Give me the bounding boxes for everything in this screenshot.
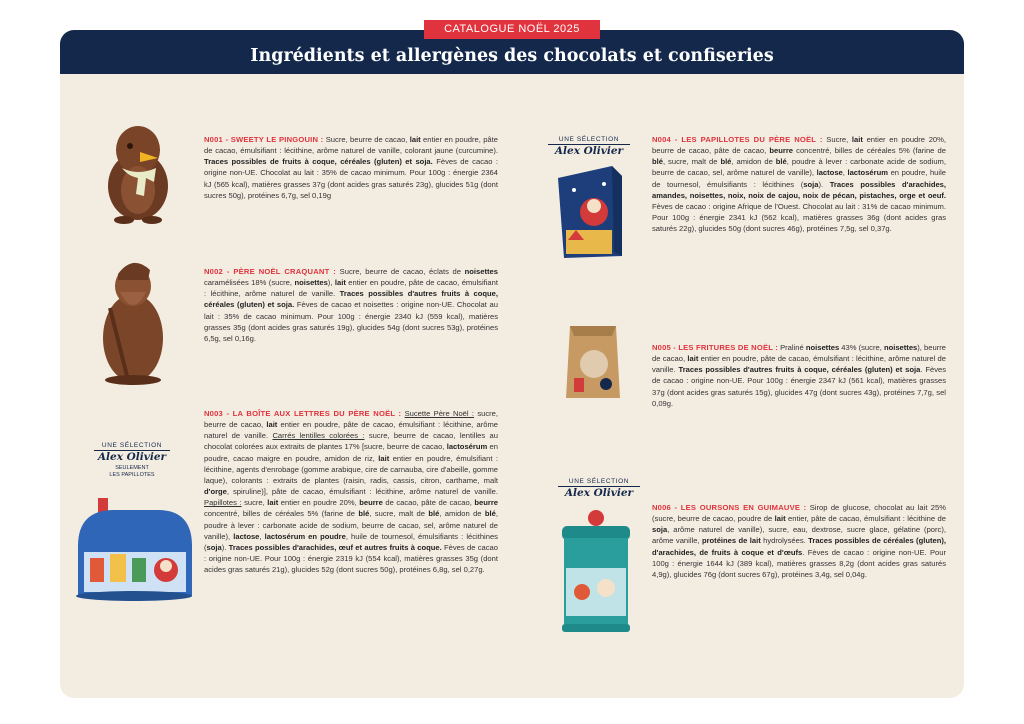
description-text: Sucre, beurre de cacao, [323, 135, 410, 144]
product-name: N003 - LA BOÎTE AUX LETTRES DU PÈRE NOËL : [204, 409, 402, 418]
allergen-text: soja [206, 542, 222, 552]
product-n004 [652, 134, 946, 234]
allergen-text: lait [687, 354, 699, 364]
allergen-text: blé [652, 157, 663, 167]
guimauve-tin-image [556, 508, 636, 636]
allergen-text: lactosérum [847, 168, 888, 178]
allergen-text: d'orge [204, 487, 227, 497]
allergen-text: noisettes [294, 278, 328, 288]
description-text: Papillotes : [204, 498, 242, 508]
description-text: entier en poudre, pâte de cacao, émulsifiant : lécithine, arôme naturel de vanille, colorant jaune (curcumine). [204, 135, 498, 156]
allergen-text: noisettes [883, 343, 918, 352]
description-text: , huile de tournesol, émulsifiants : lécithines ( [204, 531, 498, 552]
description-text: , arôme naturel de vanille), sucre, eau, dextrose, sucre glace, gélatine (porc), arôme vanille, [652, 525, 946, 546]
description-text: sucre, beurre de cacao, lentilles au chocolat colorées aux extraits de plantes 17% [sucre, beurre de cacao, [204, 431, 498, 452]
description-text: ), beurre de cacao, [652, 343, 946, 364]
allergen-text: soja [652, 525, 668, 535]
description-text: Praliné [777, 343, 806, 352]
description-text: en poudre, cacao maigre en poudre, amidon de riz, [204, 442, 498, 463]
allergen-text: Traces possibles de céréales (gluten), d'arachides, de fruits à coque et d'œufs [652, 536, 946, 557]
catalogue-tag: CATALOGUE NOËL 2025 [424, 20, 600, 39]
description-text: , amidon de [439, 509, 485, 519]
allergen-text: lait [409, 135, 421, 144]
description-text: concentré, billes de céréales 5% (farine de [204, 509, 359, 519]
product-n003 [204, 408, 498, 575]
product-name: N006 - LES OURSONS EN GUIMAUVE : [652, 503, 807, 512]
description-text: Carrés lentilles colorées : [272, 431, 365, 441]
description-text: Fèves de cacao : origine non-UE. Chocolat au lait : 35% de cacao minimum. Pour 100g : énergie 2364 kJ (565 kcal), matières grasses 37g (dont acides gras saturés 23g), glucides 51g (dont sucres 50g), protéines 6,7g, sel 0,19g [204, 157, 498, 200]
allergen-text: lactose [816, 168, 843, 178]
description-text: ). [221, 542, 229, 552]
product-n005 [652, 342, 946, 409]
allergen-text: noisettes [464, 267, 498, 276]
description-text: en poudre, huile de tournesol, émulsifiants : lécithines ( [652, 168, 946, 189]
allergen-text: Traces possibles d'arachides, œuf et autres fruits à coque. [228, 542, 442, 552]
content-panel [60, 30, 964, 698]
description-text: entier en poudre, pâte de cacao, émulsifiant : lécithine, arôme naturel de vanille. [204, 420, 498, 441]
description-text: , poudre à lever : carbonate acide de sodium, beurre de cacao, sel, arôme naturel de vanille), [652, 157, 946, 178]
product-n001 [204, 134, 498, 201]
sweety-penguin-image [100, 120, 176, 226]
description-text: sucre, [241, 498, 268, 508]
description-text: hydrolysées. [760, 536, 809, 546]
product-n002 [204, 266, 498, 344]
allergen-text: blé [428, 509, 440, 519]
description-text: Sirop de glucose, chocolat au lait 25% (sucre, beurre de cacao, poudre de [652, 503, 946, 524]
description-text: , amidon de [731, 157, 776, 167]
papillotes-box-image [554, 160, 626, 260]
description-text: entier en poudre, pâte de cacao, émulsifiant : lécithine, arôme naturel de vanille. [652, 354, 946, 375]
allergen-text: lactosérum en poudre [264, 531, 346, 541]
description-text: . Fèves de cacao : origine non-UE. Pour 100g : énergie 2347 kJ (561 kcal), matières grasses 37g (dont acides gras saturés 15g), glucides 47g (dont sucres 43g), protéines 7,7g, sel 0,09g. [652, 365, 947, 408]
description-text: Sucette Père Noël : [404, 409, 475, 418]
description-text: caramélisées 18% (sucre, [204, 278, 295, 288]
allergen-text: beurre [769, 146, 793, 156]
description-text: entier en poudre 20%, beurre de cacao, pâte de cacao, [652, 135, 946, 156]
description-text: , [259, 531, 265, 541]
description-text: de cacao, pâte de cacao, [382, 498, 475, 508]
allergen-text: soja [803, 179, 819, 189]
allergen-text: Traces possibles d'autres fruits à coque, céréales (gluten) et soja. [204, 289, 498, 310]
description-text: Sucre, [822, 135, 852, 144]
allergen-text: blé [358, 509, 370, 519]
description-text: , poudre à lever : carbonate acide de sodium, beurre de cacao, sel, arôme naturel de vanille), [204, 509, 498, 541]
allergen-text: lait [851, 135, 863, 144]
description-text: . Fèves de cacao : origine non-UE. Pour 100g : énergie 1644 kJ (389 kcal), matières grasses 8,2g (dont acides gras saturés 4,9g), glucides 76g (dont sucres 67g), protéines 3,4g, sel 0,04g. [652, 547, 947, 579]
allergen-text: lait [378, 453, 390, 463]
alex-olivier-logo-right-1: UNE SÉLECTION Alex Olivier [548, 136, 630, 157]
description-text: , sucre, malt de [662, 157, 721, 167]
description-text: Fèves de cacao : origine Afrique de l'Ouest. Chocolat au lait : 31% de cacao minimum. Pour 100g : énergie 2341 kJ (562 kcal), matières grasses 36g (dont acides gras saturés 22g), glucides 50g (dont sucres 46g), protéines 7,5g, sel 0,37g. [652, 201, 946, 234]
description-text: 43% (sucre, [839, 343, 884, 352]
allergen-text: blé [484, 509, 496, 519]
product-name: N001 - SWEETY LE PINGOUIN : [204, 135, 324, 144]
description-text: sucre, beurre de cacao, [204, 409, 498, 430]
allergen-text: Traces possibles d'autres fruits à coque, céréales (gluten) et soja [678, 365, 921, 375]
product-name: N005 - LES FRITURES DE NOËL : [652, 343, 778, 352]
description-text: concentré, billes de céréales 5% (farine de [793, 146, 946, 156]
allergen-text: Traces possibles de fruits à coque, céréales (gluten) et soja. [204, 157, 433, 167]
allergen-text: lait [267, 498, 279, 508]
allergen-text: protéines de lait [701, 536, 761, 546]
santa-mailbox-image [74, 496, 196, 602]
product-name: N002 - PÈRE NOËL CRAQUANT : [204, 267, 337, 276]
alex-olivier-logo-right-2: UNE SÉLECTION Alex Olivier [558, 478, 640, 499]
allergen-text: lait [334, 278, 346, 288]
description-text: , sucre, malt de [369, 509, 429, 519]
description-text: entier en poudre 20%, [278, 498, 360, 508]
description-text: ). [818, 179, 830, 189]
description-text: Fèves de cacao et noisettes : origine non-UE. Chocolat au lait : 35% de cacao minimum. Pour 100g : énergie 2340 kJ (559 kcal), matières grasses 35g (dont acides gras saturés 19g), glucides 54g (dont sucres 53g), protéines 6,5g, sel 0,16g. [204, 300, 498, 343]
allergen-text: blé [775, 157, 787, 167]
description-text: , spiruline)], pâte de cacao, émulsifiant : lécithine, arôme naturel de vanille. [226, 487, 498, 497]
allergen-text: noisettes [805, 343, 840, 352]
description-text: entier en poudre, émulsifiant : lécithine, agents d'enrobage (gomme arabique, cire de carnauba, cire d'abeille, gomme laque), colorants : extraits de plantes (raisin, radis, cassis, citron, carthame, malt [204, 453, 498, 485]
allergen-text: lait [774, 514, 786, 524]
description-text: , [842, 168, 848, 178]
description-text: ), [327, 278, 335, 288]
product-name: N004 - LES PAPILLOTES DU PÈRE NOËL : [652, 135, 823, 144]
description-text: entier en poudre, pâte de cacao, émulsifiant : lécithine, arôme naturel de vanille. [204, 278, 498, 299]
description-text: Fèves de cacao : origine non-UE. Pour 100g : énergie 2319 kJ (554 kcal), matières grasses 35g (dont acides gras saturés 21g), glucides 52g (dont sucres 50g), protéines 6,8g, sel 0,27g. [204, 542, 498, 575]
allergen-text: lait [266, 420, 278, 430]
allergen-text: lactose [233, 531, 260, 541]
description-text: entier, pâte de cacao, émulsifiant : lécithine de [785, 514, 946, 524]
allergen-text: Traces possibles d'arachides, amandes, noisettes, noix, noix de cajou, noix de pécan, pistaches, orge et oeuf. [652, 179, 947, 200]
page-title: Ingrédients et allergènes des chocolats et confiseries [250, 46, 774, 66]
allergen-text: beurre [359, 498, 383, 508]
alex-olivier-logo-left: UNE SÉLECTION Alex Olivier SEULEMENT LES PAPILLOTES [94, 442, 170, 479]
fritures-bag-image [562, 320, 624, 400]
allergen-text: blé [720, 157, 732, 167]
product-n006 [652, 502, 946, 580]
chocolate-santa-image [98, 258, 168, 386]
description-text: Sucre, beurre de cacao, éclats de [336, 267, 465, 276]
allergen-text: lactosérum [446, 442, 488, 452]
allergen-text: beurre [474, 498, 498, 508]
